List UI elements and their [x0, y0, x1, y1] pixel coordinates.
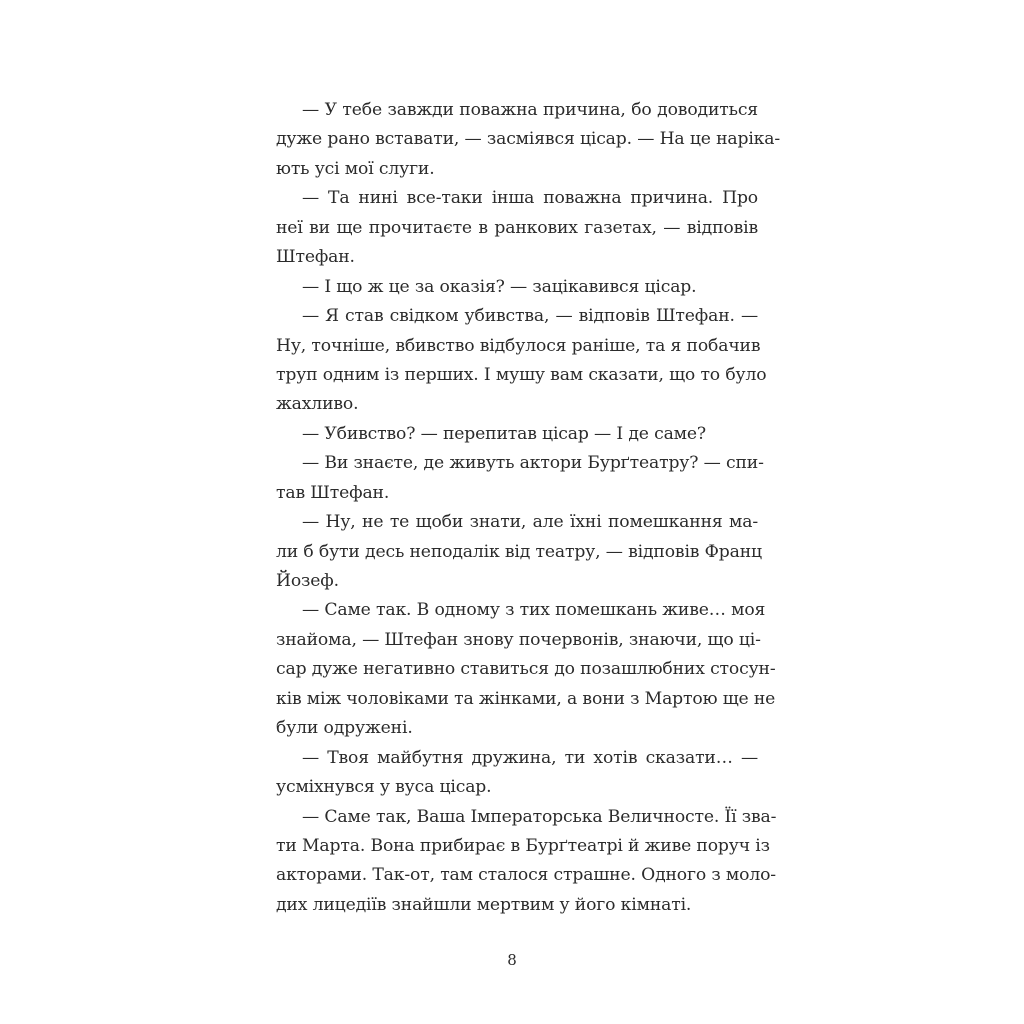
text-line: Ну, точніше, вбивство відбулося раніше, та я побачив: [276, 335, 761, 356]
text-line: дих лицедіїв знайшли мертвим у його кімнаті.: [276, 894, 692, 915]
text-line: знайома, — Штефан знову почервонів, знаючи, що ці-: [276, 629, 761, 650]
text-line: були одружені.: [276, 718, 413, 739]
text-line: — Убивство? — перепитав цісар — І де саме?: [302, 423, 706, 444]
text-line: — Ну, не те щоби знати, але їхні помешкання ма-: [302, 512, 758, 533]
text-line: Штефан.: [276, 247, 355, 268]
text-line: — У тебе завжди поважна причина, бо доводиться: [302, 100, 758, 120]
text-line: — Твоя майбутня дружина, ти хотів сказати… —: [302, 747, 758, 768]
page-number: 8: [507, 951, 517, 969]
text-line: — І що ж це за оказія? — зацікавився цісар.: [302, 276, 697, 297]
text-line: — Саме так, Ваша Імператорська Величносте. Її зва-: [302, 806, 777, 827]
text-line: ти Марта. Вона прибирає в Бурґтеатрі й живе поруч із: [276, 835, 770, 856]
text-line: жахливо.: [276, 394, 359, 415]
text-line: акторами. Так-от, там сталося страшне. Одного з моло-: [276, 865, 776, 886]
text-line: — Ви знаєте, де живуть актори Бурґтеатру? — спи-: [302, 453, 764, 474]
text-line: дуже рано вставати, — засміявся цісар. — На це наріка-: [276, 129, 781, 150]
text-line: ли б бути десь неподалік від театру, — відповів Франц: [276, 541, 762, 562]
text-line: ють усі мої слуги.: [276, 158, 435, 179]
text-line: — Саме так. В одному з тих помешкань живе… моя: [302, 600, 766, 621]
text-line: ків між чоловіками та жінками, а вони з Мартою ще не: [276, 688, 776, 709]
text-line: тав Штефан.: [276, 482, 390, 503]
text-line: сар дуже негативно ставиться до позашлюбних стосун-: [276, 659, 776, 680]
text-line: усміхнувся у вуса цісар.: [276, 777, 492, 798]
text-line: неї ви ще прочитаєте в ранкових газетах, — відповів: [276, 217, 758, 238]
body-text: [276, 96, 781, 920]
text-line: — Та нині все-таки інша поважна причина. Про: [302, 188, 758, 209]
text-line: — Я став свідком убивства, — відповів Штефан. —: [302, 306, 758, 327]
text-line: труп одним із перших. І мушу вам сказати, що то було: [276, 364, 767, 385]
text-line: Йозеф.: [276, 571, 339, 591]
